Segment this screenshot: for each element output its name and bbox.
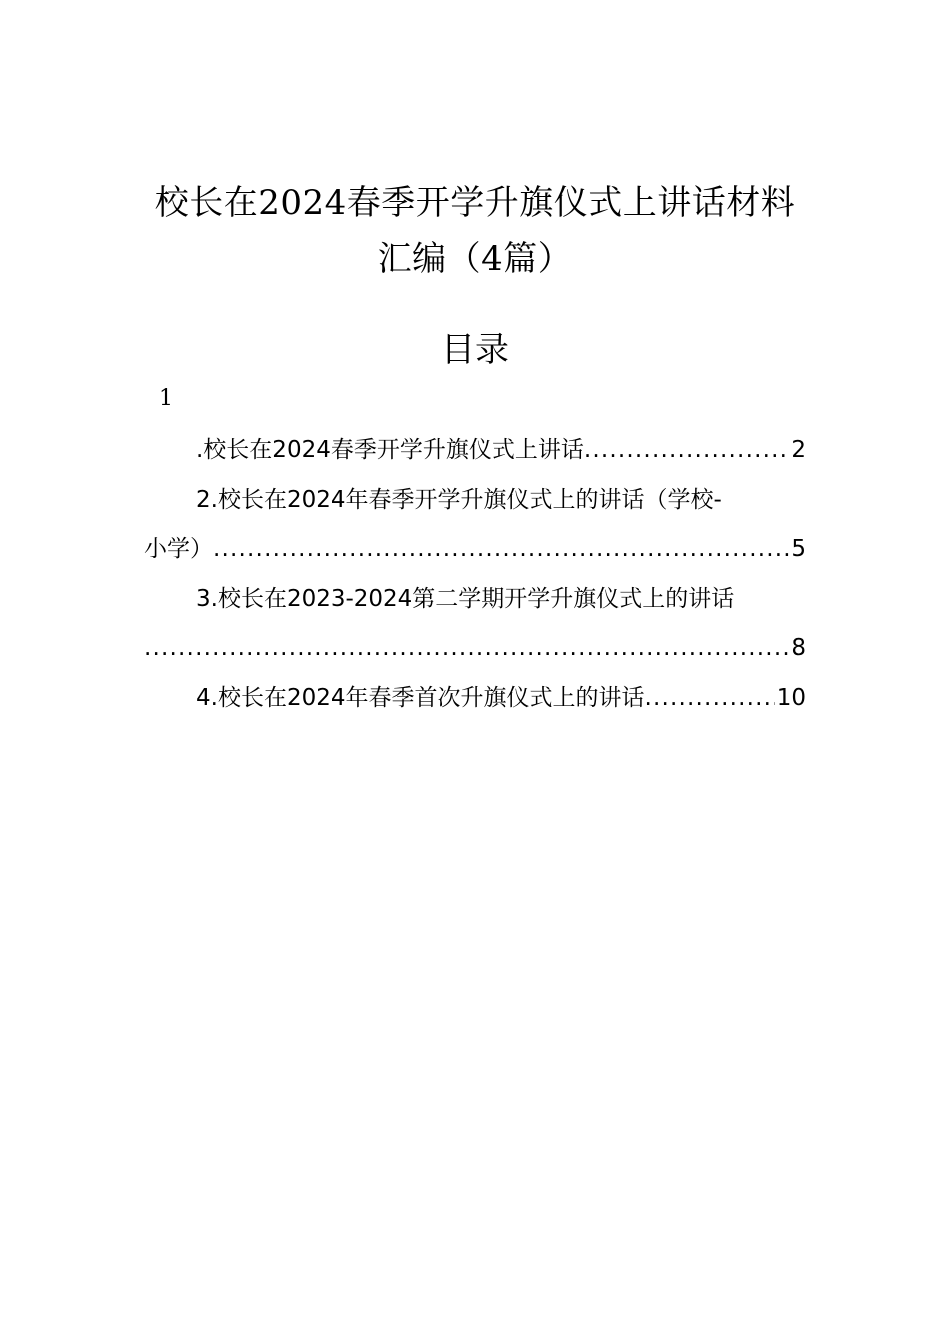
toc-entry-2-line-2[interactable] (144, 532, 806, 566)
toc-entry-2-line-1[interactable] (196, 483, 806, 517)
toc-entry-4-text: 4.校长在2024年春季首次升旗仪式上的讲话 (196, 685, 645, 711)
toc-entry-1[interactable] (196, 433, 806, 467)
toc-entry-3-line-1[interactable] (196, 582, 806, 616)
toc-entry-2-text: 2.校长在2024年春季开学升旗仪式上的讲话（学校- (196, 487, 722, 513)
document-title (0, 175, 950, 287)
toc-entry-1-text: .校长在2024春季开学升旗仪式上讲话 (196, 437, 584, 463)
title-line-1: 校长在2024春季开学升旗仪式上讲话材料 (154, 183, 796, 223)
toc-entry-3-text: 3.校长在2023-2024第二学期开学升旗仪式上的讲话 (196, 586, 735, 612)
toc-leader (644, 681, 774, 715)
toc-entry-1-page: 2 (791, 437, 806, 463)
page-marker: 1 (159, 386, 173, 411)
toc-entry-2-text-cont: 小学） (144, 536, 213, 562)
toc-leader (144, 631, 789, 665)
title-line-2: 汇编（4篇） (377, 239, 573, 279)
toc-entry-2-page: 5 (791, 536, 806, 562)
toc-leader (213, 532, 789, 566)
toc-entry-4[interactable] (196, 681, 806, 715)
toc-entry-4-page: 10 (776, 685, 806, 711)
toc-entry-3-line-2[interactable] (144, 631, 806, 665)
toc-heading: 目录 (441, 330, 509, 370)
toc-leader (584, 433, 790, 467)
toc-entry-3-page: 8 (791, 635, 806, 661)
